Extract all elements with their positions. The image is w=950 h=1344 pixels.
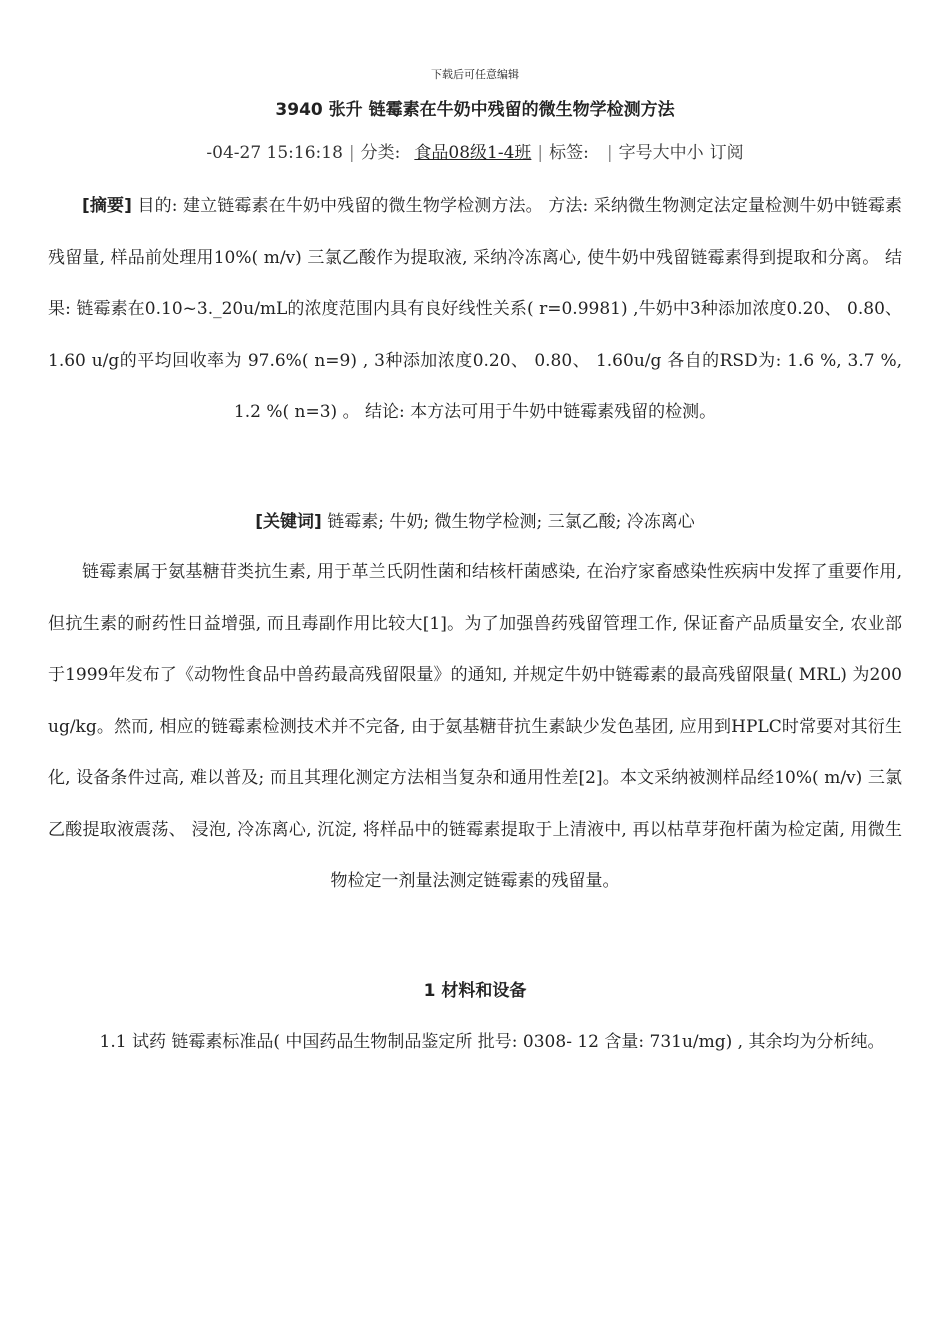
keywords-label: [关键词] bbox=[255, 512, 322, 532]
keywords-text: 链霉素; 牛奶; 微生物学检测; 三氯乙酸; 冷冻离心 bbox=[321, 512, 695, 532]
article-meta bbox=[48, 138, 902, 163]
subscribe-link[interactable]: 订阅 bbox=[709, 143, 744, 163]
abstract-paragraph bbox=[48, 181, 902, 439]
tag-label: 标签: bbox=[549, 143, 589, 163]
section-paragraph: 1.1 试药 链霉素标准品( 中国药品生物制品鉴定所 批号: 0308- 12 含量: 731u/mg) , 其余均为分析纯。 bbox=[99, 1032, 885, 1052]
section-heading: 1 材料和设备 bbox=[423, 981, 527, 1001]
category-link[interactable]: 食品08级1-4班 bbox=[414, 143, 532, 163]
category-label: 分类: bbox=[360, 143, 401, 163]
post-date: -04-27 15:16:18 bbox=[206, 143, 343, 163]
font-size-control[interactable]: 字号大中小 bbox=[618, 143, 704, 163]
abstract-label: [摘要] bbox=[82, 196, 132, 216]
meta-separator: | bbox=[348, 143, 355, 163]
article-title: 3940 张升 链霉素在牛奶中残留的微生物学检测方法 bbox=[275, 100, 675, 120]
meta-separator: | bbox=[606, 143, 613, 163]
meta-separator: | bbox=[537, 143, 544, 163]
abstract-text: 目的: 建立链霉素在牛奶中残留的微生物学检测方法。 方法: 采纳微生物测定法定量检测牛奶中链霉素残留量, 样品前处理用10%( m/v) 三氯乙酸作为提取液, 采纳冷冻离心, 使牛奶中残留链霉素得到提取和分离。 结果: 链霉素在0.10~3._20u/mL的浓度范围内具有良好线性关系( r=0.9981) ,牛奶中3种添加浓度0.20、 0.80、 1.60 u/g的平均回收率为 97.6%( n=9) , 3种添加浓度0.20、 0.80、 1.60u/g 各自的RSD为: 1.6 %, 3.7 %, 1.2 %( n=3) 。 结论: 本方法可用于牛奶中链霉素残留的检测。 bbox=[48, 196, 902, 422]
header-note: 下载后可任意编辑 bbox=[431, 68, 519, 81]
keywords-line bbox=[48, 507, 902, 532]
intro-paragraph: 链霉素属于氨基糖苷类抗生素, 用于革兰氏阴性菌和结核杆菌感染, 在治疗家畜感染性疾病中发挥了重要作用, 但抗生素的耐药性日益增强, 而且毒副作用比较大[1]。为了加强兽药残留管理工作, 保证畜产品质量安全, 农业部于1999年发布了《动物性食品中兽药最高残留限量》的通知, 并规定牛奶中链霉素的最高残留限量( MRL) 为200 ug/kg。然而, 相应的链霉素检测技术并不完备, 由于氨基糖苷抗生素缺少发色基团, 应用到HPLC时常要对其衍生化, 设备条件过高, 难以普及; 而且其理化测定方法相当复杂和通用性差[2]。本文采纳被测样品经10%( m/v) 三氯乙酸提取液震荡、 浸泡, 冷冻离心, 沉淀, 将样品中的链霉素提取于上清液中, 再以枯草芽孢杆菌为检定菌, 用微生物检定一剂量法测定链霉素的残留量。 bbox=[48, 562, 902, 891]
